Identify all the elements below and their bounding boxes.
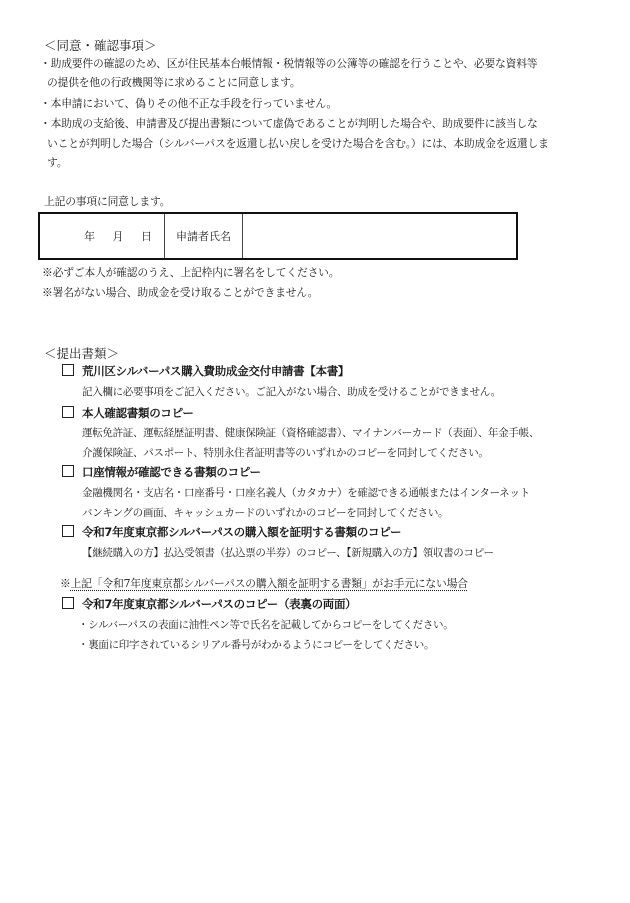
- consent-item-2-line-1: ・本申請において、偽りその他不正な手段を行っていません。: [40, 97, 338, 110]
- document-desc-id-1: 運転免許証、運転経歴証明書、健康保険証（資格確認書）、マイナンバーカード（表面）、年金手帳、: [82, 427, 540, 439]
- document-title-application: 荒川区シルバーパス購入費助成金交付申請書【本書】: [82, 364, 350, 378]
- applicant-name-label: 申請者氏名: [176, 230, 231, 243]
- signature-table: [38, 212, 518, 260]
- checkbox-id[interactable]: [62, 406, 74, 418]
- documents-heading: ＜提出書類＞: [44, 346, 120, 361]
- consent-heading: ＜同意・確認事項＞: [44, 38, 157, 53]
- document-desc-pass-copy-1: ・シルバーパスの表面に油性ペン等で氏名を記載してからコピーをしてください。: [78, 619, 454, 631]
- alt-note-text: 上記「令和7年度東京都シルバーパスの購入額を証明する書類」がお手元にない場合: [70, 577, 468, 590]
- applicant-name-field[interactable]: [243, 214, 516, 258]
- alt-note: [60, 576, 468, 591]
- document-item-id: [62, 405, 194, 421]
- consent-item-1-line-1: ・助成要件の確認のため、区が住民基本台帳情報・税情報等の公簿等の確認を行うことや、必要な資料等: [40, 57, 538, 70]
- consent-item-1-line-2: の提供を他の行政機関等に求めることに同意します。: [47, 76, 301, 89]
- checkbox-application[interactable]: [62, 364, 74, 376]
- document-title-purchase-proof: 令和7年度東京都シルバーパスの購入額を証明する書類のコピー: [82, 525, 402, 539]
- document-desc-bank-2: バンキングの画面、キャッシュカードのいずれかのコピーを同封してください。: [82, 507, 449, 519]
- document-desc-purchase-proof-1: 【継続購入の方】払込受領書（払込票の半券）のコピー、【新規購入の方】領収書のコピー: [82, 547, 494, 559]
- document-item-application: [62, 363, 349, 379]
- document-item-bank: [62, 464, 261, 480]
- agree-statement: 上記の事項に同意します。: [44, 195, 171, 208]
- applicant-name-label-cell: [165, 214, 243, 258]
- document-title-id: 本人確認書類のコピー: [82, 406, 194, 420]
- document-title-pass-copy: 令和7年度東京都シルバーパスのコピー（表裏の両面）: [82, 597, 357, 611]
- document-title-bank: 口座情報が確認できる書類のコピー: [82, 465, 261, 479]
- consent-item-3-line-1: ・本助成の支給後、申請書及び提出書類について虚偽であることが判明した場合や、助成要件に該当しな: [40, 117, 538, 130]
- signature-date-cell[interactable]: [40, 214, 165, 258]
- checkbox-bank[interactable]: [62, 465, 74, 477]
- document-desc-id-2: 介護保険証、パスポート、特別永住者証明書等のいずれかのコピーを同封してください。: [82, 447, 489, 459]
- document-desc-pass-copy-2: ・裏面に印字されているシリアル番号がわかるようにコピーをしてください。: [78, 639, 435, 651]
- alt-note-prefix: ※: [60, 577, 71, 590]
- consent-item-3-line-3: す。: [47, 156, 68, 169]
- signature-note-2: ※署名がない場合、助成金を受け取ることができません。: [42, 286, 319, 299]
- document-item-purchase-proof: [62, 524, 401, 540]
- signature-note-1: ※必ずご本人が確認のうえ、上記枠内に署名をしてください。: [42, 266, 340, 279]
- document-desc-application-1: 記入欄に必要事項をご記入ください。ご記入がない場合、助成を受けることができません。: [82, 386, 501, 398]
- checkbox-purchase-proof[interactable]: [62, 525, 74, 537]
- consent-item-3-line-2: いことが判明した場合（シルバーパスを返還し払い戻しを受けた場合を含む。）には、本助成金を返還しま: [47, 137, 549, 150]
- signature-date-label: 年 月 日: [84, 230, 152, 243]
- checkbox-pass-copy[interactable]: [62, 597, 74, 609]
- document-item-pass-copy: [62, 596, 356, 612]
- document-desc-bank-1: 金融機関名・支店名・口座番号・口座名義人（カタカナ）を確認できる通帳またはインターネット: [82, 487, 530, 499]
